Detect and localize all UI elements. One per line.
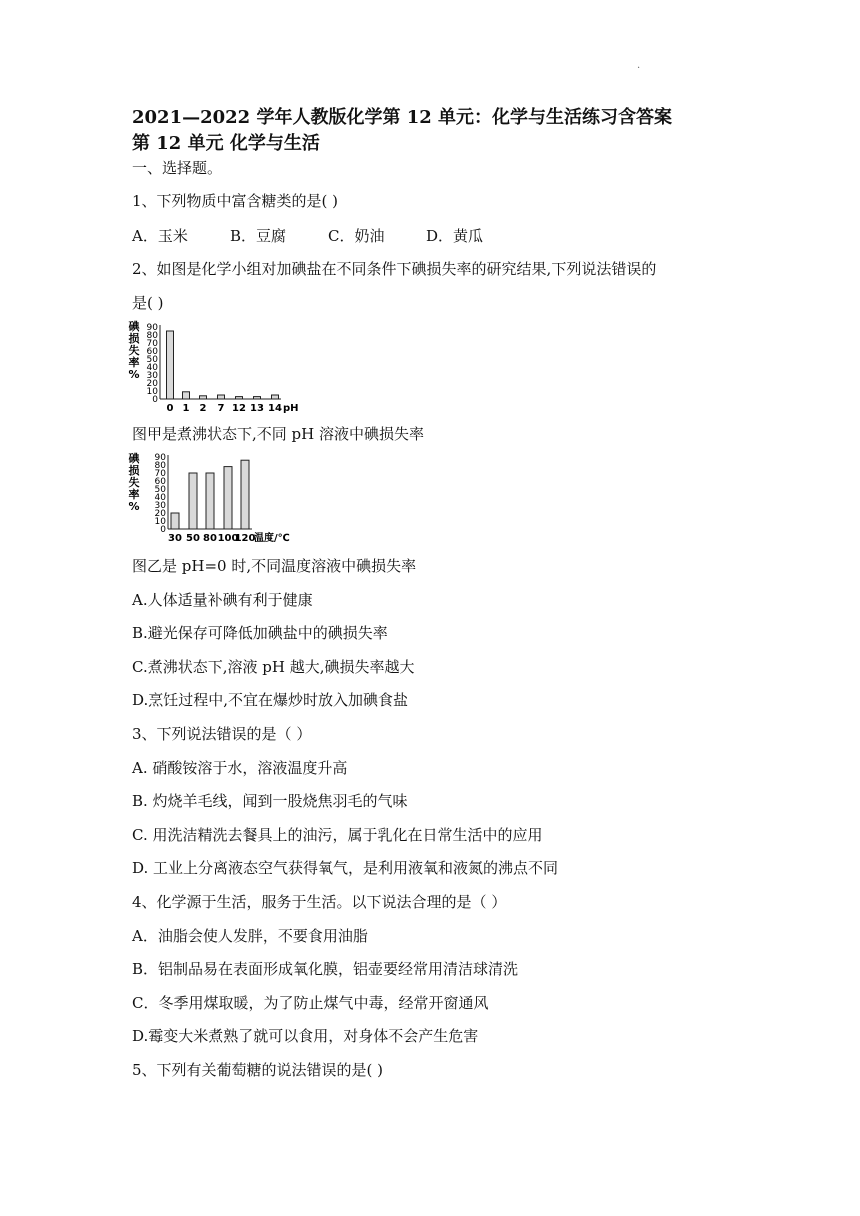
- bar: [167, 331, 174, 399]
- y-tick-label: 80: [154, 461, 166, 471]
- y-axis-label-char: 率: [128, 488, 140, 501]
- question-3-stem: 3、下列说法错误的是（ ）: [132, 725, 312, 743]
- y-tick-label: 20: [154, 509, 166, 519]
- unit-title: 第 12 单元 化学与生活: [132, 133, 320, 154]
- y-tick-label: 10: [146, 387, 158, 397]
- chart-temperature-iodine-loss: [126, 452, 316, 546]
- y-tick-label: 40: [154, 493, 166, 503]
- y-axis-label-char: 碘: [128, 452, 140, 465]
- q4-option-d: D.霉变大米煮熟了就可以食用，对身体不会产生危害: [132, 1027, 479, 1045]
- question-4-stem: 4、化学源于生活，服务于生活。以下说法合理的是（ ）: [132, 893, 507, 911]
- chart-a-caption: 图甲是煮沸状态下,不同 pH 溶液中碘损失率: [132, 425, 424, 443]
- y-tick-label: 20: [146, 379, 158, 389]
- bar: [218, 395, 225, 399]
- y-tick-label: 80: [146, 331, 158, 341]
- y-tick-label: 40: [146, 363, 158, 373]
- bar: [189, 473, 197, 529]
- y-tick-label: 70: [154, 469, 166, 479]
- q3-option-c: C. 用洗洁精洗去餐具上的油污，属于乳化在日常生活中的应用: [132, 826, 543, 844]
- document-title: 2021—2022 学年人教版化学第 12 单元：化学与生活练习含答案: [132, 107, 673, 128]
- q3-option-b: B. 灼烧羊毛线，闻到一股烧焦羽毛的气味: [132, 792, 408, 810]
- page-mark: .: [637, 60, 641, 71]
- bar: [236, 397, 243, 399]
- y-tick-label: 60: [154, 477, 166, 487]
- q3-option-d: D. 工业上分离液态空气获得氧气，是利用液氧和液氮的沸点不同: [132, 859, 559, 877]
- q4-option-c: C．冬季用煤取暖，为了防止煤气中毒，经常开窗通风: [132, 994, 489, 1012]
- y-tick-label: 0: [152, 395, 158, 405]
- bar: [183, 392, 190, 399]
- section-heading: 一、选择题。: [132, 159, 223, 177]
- y-axis-label-char: 失: [128, 344, 140, 357]
- q1-option-d: D．黄瓜: [426, 227, 484, 245]
- question-1-options: [132, 225, 483, 247]
- y-axis-label-char: %: [128, 368, 140, 381]
- question-1-stem: 1、下列物质中富含糖类的是( ): [132, 192, 339, 210]
- bar: [241, 460, 249, 529]
- x-tick-label: 100: [217, 533, 239, 544]
- x-tick-label: 13: [250, 403, 264, 414]
- bar: [254, 397, 261, 399]
- x-tick-label: 7: [217, 403, 225, 414]
- q1-option-c: C．奶油: [328, 227, 385, 245]
- y-axis-label-char: 损: [128, 332, 140, 345]
- y-tick-label: 30: [146, 371, 158, 381]
- q4-option-a: A．油脂会使人发胖，不要食用油脂: [132, 927, 368, 945]
- x-tick-label: 12: [232, 403, 246, 414]
- x-tick-label: 0: [166, 403, 174, 414]
- chart-b-caption: 图乙是 pH=0 时,不同温度溶液中碘损失率: [132, 557, 417, 575]
- bar: [272, 395, 279, 399]
- x-tick-label: 14: [268, 403, 282, 414]
- y-axis-label-char: 损: [128, 464, 140, 477]
- bar: [206, 473, 214, 529]
- x-tick-label: 120: [234, 533, 256, 544]
- q3-option-a: A. 硝酸铵溶于水，溶液温度升高: [132, 759, 348, 777]
- x-axis-label: 温度/℃: [254, 533, 290, 544]
- y-tick-label: 30: [154, 501, 166, 511]
- x-tick-label: 1: [182, 403, 190, 414]
- x-tick-label: 80: [203, 533, 217, 544]
- q1-option-b: B．豆腐: [230, 227, 287, 245]
- q2-option-b: B.避光保存可降低加碘盐中的碘损失率: [132, 624, 388, 642]
- question-2-stem-line-2: 是( ): [132, 294, 164, 312]
- y-tick-label: 90: [154, 453, 166, 463]
- chart-ph-iodine-loss: [126, 320, 326, 416]
- y-tick-label: 0: [160, 525, 166, 535]
- y-tick-label: 50: [154, 485, 166, 495]
- bar: [224, 467, 232, 529]
- bar: [200, 396, 207, 399]
- question-5-stem: 5、下列有关葡萄糖的说法错误的是( ): [132, 1061, 384, 1079]
- x-axis-label: pH: [283, 403, 299, 414]
- q1-option-a: A．玉米: [132, 227, 188, 245]
- q4-option-b: B．铝制品易在表面形成氧化膜，铝壶要经常用清洁球清洗: [132, 960, 519, 978]
- y-tick-label: 60: [146, 347, 158, 357]
- q2-option-d: D.烹饪过程中,不宜在爆炒时放入加碘食盐: [132, 691, 409, 709]
- y-axis-label-char: 率: [128, 356, 140, 369]
- y-tick-label: 50: [146, 355, 158, 365]
- x-tick-label: 30: [168, 533, 182, 544]
- x-tick-label: 50: [186, 533, 200, 544]
- bar: [171, 513, 179, 529]
- y-tick-label: 10: [154, 517, 166, 527]
- y-axis-label-char: 碘: [128, 320, 140, 333]
- y-tick-label: 90: [146, 323, 158, 333]
- q2-option-c: C.煮沸状态下,溶液 pH 越大,碘损失率越大: [132, 658, 415, 676]
- y-axis-label-char: %: [128, 500, 140, 513]
- y-axis-label-char: 失: [128, 476, 140, 489]
- x-tick-label: 2: [199, 403, 207, 414]
- question-2-stem-line-1: 2、如图是化学小组对加碘盐在不同条件下碘损失率的研究结果,下列说法错误的: [132, 260, 657, 278]
- y-tick-label: 70: [146, 339, 158, 349]
- q2-option-a: A.人体适量补碘有利于健康: [132, 591, 313, 609]
